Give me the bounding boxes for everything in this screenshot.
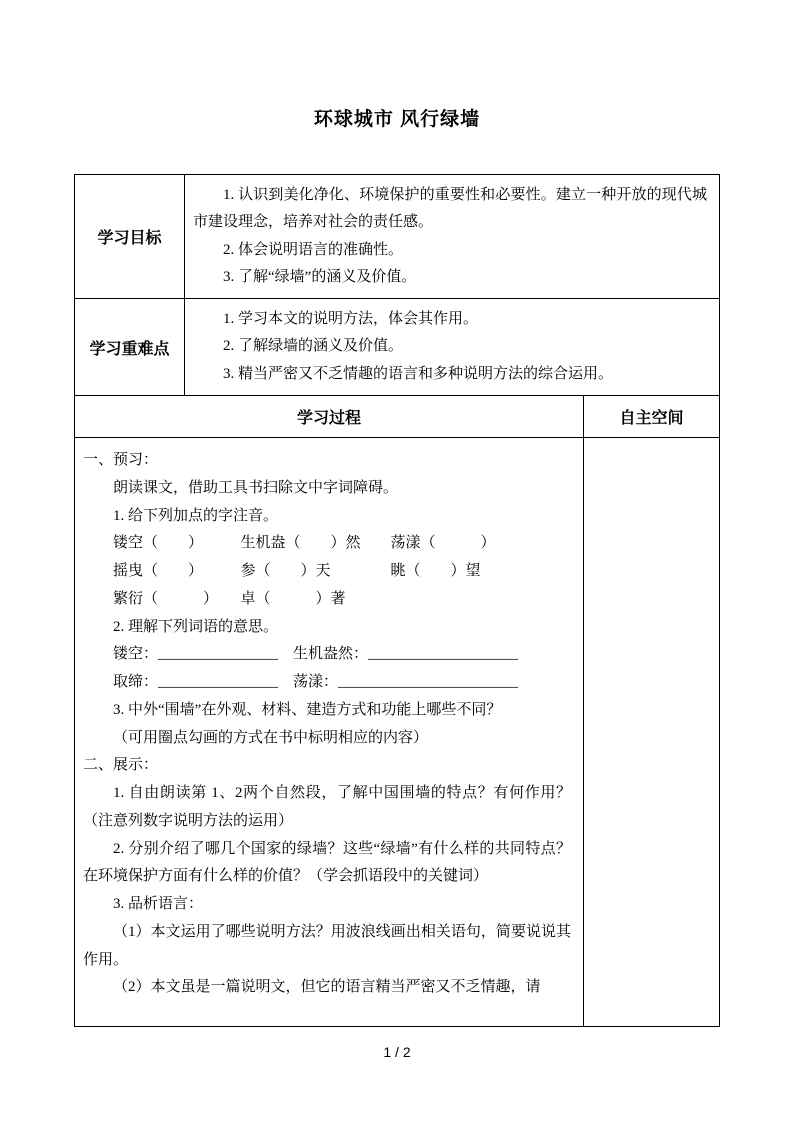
key-point-item: 1. 学习本文的说明方法，体会其作用。 xyxy=(223,311,479,328)
fill-in-blank-line: 镂空：________________ 生机盎然：____________________ xyxy=(113,646,519,663)
process-paragraph: 3. 中外“围墙”在外观、材料、建造方式和功能上哪些不同？ xyxy=(113,701,502,718)
process-header-row xyxy=(75,395,719,437)
lesson-plan-table xyxy=(74,174,720,1027)
process-paragraph: 二、展示： xyxy=(83,757,159,774)
process-paragraph: 一、预习： xyxy=(83,452,159,469)
process-header: 学习过程 xyxy=(75,396,584,437)
objective-item: 1. 认识到美化净化、环境保护的重要性和必要性。建立一种开放的现代城市建设理念，培养对社会的责任感。 xyxy=(193,187,707,231)
process-paragraph: 2. 理解下列词语的意思。 xyxy=(113,618,279,635)
objectives-content xyxy=(185,175,719,298)
process-content xyxy=(75,438,584,1026)
process-paragraph: （1）本文运用了哪些说明方法？用波浪线画出相关语句，简要说说其作用。 xyxy=(83,923,571,968)
objectives-label: 学习目标 xyxy=(75,175,185,298)
key-point-item: 2. 了解绿墙的涵义及价值。 xyxy=(223,338,404,355)
pinyin-exercise-line: 繁衍（ ） 卓（ ）著 xyxy=(113,590,346,607)
process-paragraph: 3. 品析语言： xyxy=(113,896,204,913)
process-paragraph: 1. 给下列加点的字注音。 xyxy=(113,507,279,524)
process-paragraph: 朗读课文，借助工具书扫除文中字词障碍。 xyxy=(113,479,399,496)
key-points-label: 学习重难点 xyxy=(75,299,185,395)
key-points-content xyxy=(185,299,719,395)
objective-item: 2. 体会说明语言的准确性。 xyxy=(223,241,404,258)
side-column-header: 自主空间 xyxy=(619,410,684,428)
pinyin-exercise-line: 摇曳（ ） 参（ ）天 眺（ ）望 xyxy=(113,563,481,580)
self-space-column xyxy=(584,438,719,1026)
objectives-row xyxy=(75,175,719,298)
key-point-item: 3. 精当严密又不乏情趣的语言和多种说明方法的综合运用。 xyxy=(223,365,614,382)
page-number: 1 / 2 xyxy=(383,1044,411,1061)
process-paragraph: 2. 分别介绍了哪几个国家的绿墙？这些“绿墙”有什么样的共同特点？在环境保护方面有什么样的价值？（学会抓语段中的关键词） xyxy=(83,840,571,885)
objective-item: 3. 了解“绿墙”的涵义及价值。 xyxy=(223,268,417,285)
fill-in-blank-line: 取缔：________________ 荡漾：________________________ xyxy=(113,674,519,691)
key-points-row xyxy=(75,298,719,395)
pinyin-exercise-line: 镂空（ ） 生机盎（ ）然 荡漾（ ） xyxy=(113,535,496,552)
process-paragraph: 1. 自由朗读第 1、2两个自然段，了解中国围墙的特点？有何作用？（注意列数字说明方法的运用） xyxy=(83,785,571,829)
document-title: 环球城市 风行绿墙 xyxy=(313,109,481,130)
process-paragraph: （可用圈点勾画的方式在书中标明相应的内容） xyxy=(113,729,429,746)
process-paragraph: （2）本文虽是一篇说明文，但它的语言精当严密又不乏情趣，请 xyxy=(113,979,541,996)
process-body-row xyxy=(75,437,719,1026)
